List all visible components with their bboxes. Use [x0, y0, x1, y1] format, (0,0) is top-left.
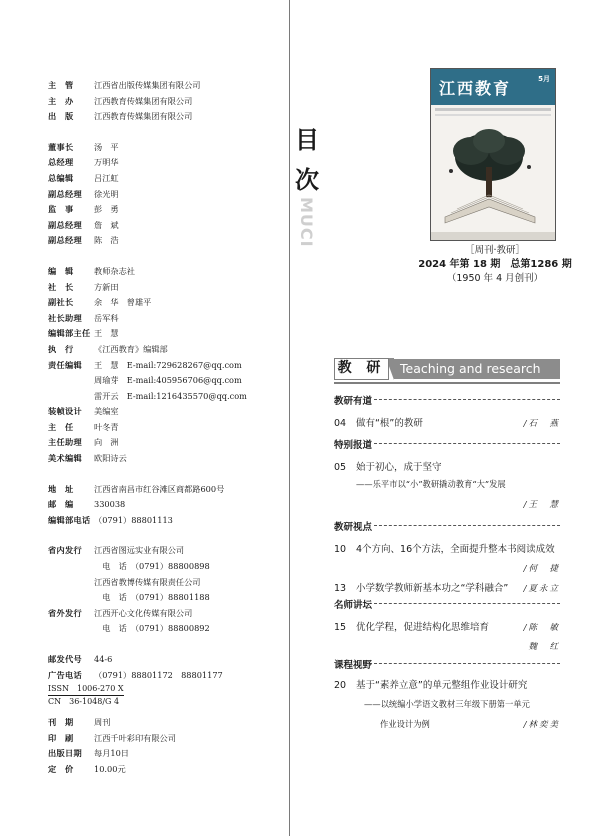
article-title: 优化学程，促进结构化思维培育	[356, 622, 490, 633]
article-author: /王 慧	[523, 500, 560, 510]
issue-info	[400, 244, 590, 286]
masthead-value: 吕江虹	[94, 172, 119, 183]
masthead-label: 地 址	[48, 483, 74, 494]
masthead-row	[48, 373, 288, 389]
masthead-value: 江西教育传媒集团有限公司	[94, 95, 193, 106]
masthead-label: 出 版	[48, 111, 74, 122]
masthead-label: 社长助理	[48, 312, 82, 323]
masthead-value: 江西省图远实业有限公司	[94, 545, 185, 556]
article-title: 4个方向、16个方法，全面提升整本书阅读成效	[356, 544, 555, 555]
masthead-group-publisher	[48, 78, 288, 125]
masthead-group-editorial	[48, 264, 288, 467]
masthead-label: 总编辑	[48, 172, 74, 183]
masthead-row	[48, 652, 288, 668]
masthead-value: 44-6	[94, 654, 113, 664]
masthead-label: 美术编辑	[48, 453, 82, 464]
masthead-label: 编辑部主任	[48, 328, 91, 339]
masthead-value: 雷开云 E-mail:1216435570@qq.com	[94, 390, 247, 401]
masthead-label	[48, 559, 94, 575]
masthead-row	[48, 482, 288, 498]
masthead-row	[48, 155, 288, 171]
masthead-value: 徐光明	[94, 188, 119, 199]
cover-tree-book-illustration	[431, 121, 555, 233]
issue-founded: （1950 年 4 月创刊）	[446, 273, 544, 284]
masthead-row	[48, 295, 288, 311]
masthead-label	[48, 621, 94, 637]
issue-type: ［周刊·教研］	[464, 245, 526, 256]
category-heading: 教研有道	[334, 392, 560, 407]
masthead-label: 邮发代号	[48, 654, 82, 664]
page-divider	[289, 0, 290, 836]
masthead-value: 《江西教育》编辑部	[94, 343, 168, 354]
masthead-label: 社 长	[48, 281, 74, 292]
masthead-label: 装帧设计	[48, 406, 82, 417]
page-number: 04	[334, 418, 347, 429]
masthead-value: 美编室	[94, 406, 119, 417]
category-heading: 名师讲坛	[334, 596, 560, 611]
masthead	[48, 78, 288, 778]
masthead-value: 电 话 （0791）88800892	[94, 623, 210, 634]
masthead-value: 每月10日	[94, 748, 129, 759]
masthead-row	[48, 202, 288, 218]
masthead-value: 王 慧 E-mail:729628267@qq.com	[94, 359, 242, 370]
article-subtitle-cont: 作业设计为例	[380, 719, 430, 729]
masthead-value: 周刊	[94, 717, 111, 728]
masthead-value: 彭 勇	[94, 204, 119, 215]
toc-title-ci: 次	[295, 166, 319, 194]
section-title-zh: 教 研	[334, 358, 389, 380]
masthead-row	[48, 621, 288, 637]
masthead-value: 江西开心文化传媒有限公司	[94, 607, 193, 618]
masthead-label: 主 办	[48, 95, 74, 106]
masthead-label	[48, 590, 94, 606]
masthead-label: 执 行	[48, 343, 74, 354]
article-subtitle: ——乐平市以“小”教研撬动教育“大”发展	[356, 479, 506, 489]
masthead-label: 主 管	[48, 80, 74, 90]
masthead-value: 欧阳诗云	[94, 453, 127, 464]
masthead-row	[48, 389, 288, 405]
masthead-label: 副总经理	[48, 235, 82, 246]
masthead-label	[48, 373, 94, 389]
cn-number: CN 36-1048/G 4	[48, 697, 120, 707]
magazine-cover	[430, 68, 556, 241]
masthead-row	[48, 264, 288, 280]
toc-entry[interactable]	[334, 619, 560, 634]
page-number: 13	[334, 583, 347, 594]
article-author: /陈 敏	[523, 623, 560, 633]
page-number: 15	[334, 622, 347, 633]
toc-entry[interactable]	[334, 541, 560, 556]
article-author-second: 魏 红	[528, 642, 560, 652]
masthead-group-board	[48, 140, 288, 249]
masthead-label	[48, 575, 94, 591]
masthead-row	[48, 451, 288, 467]
masthead-row	[48, 171, 288, 187]
masthead-row	[48, 342, 288, 358]
masthead-value: 方新田	[94, 281, 119, 292]
article-title: 小学数学教师新基本功之“学科融合”	[356, 583, 509, 594]
masthead-label: 编辑部电话	[48, 514, 91, 525]
issue-number: 2024 年第 18 期 总第1286 期	[418, 259, 572, 270]
masthead-label: 省外发行	[48, 607, 82, 618]
cover-footer	[431, 232, 555, 240]
category-heading: 课程视野	[334, 656, 560, 671]
masthead-value: （0791）88801172 88801177	[94, 669, 223, 680]
toc-entry[interactable]	[334, 459, 560, 474]
issn-number: ISSN 1006-270 X	[48, 683, 124, 696]
masthead-row	[48, 590, 288, 606]
cover-strip	[435, 108, 551, 111]
masthead-label: 广告电话	[48, 669, 82, 680]
masthead-label	[48, 389, 94, 405]
masthead-label: 刊 期	[48, 717, 74, 728]
masthead-value: 汤 平	[94, 141, 119, 152]
section-title-en: Teaching and research	[394, 359, 560, 379]
masthead-row	[48, 404, 288, 420]
masthead-label: 董事长	[48, 141, 74, 152]
masthead-value: 江西省出版传媒集团有限公司	[94, 80, 201, 90]
category-heading: 特别报道	[334, 436, 560, 451]
masthead-value: 江西教育传媒集团有限公司	[94, 111, 193, 122]
cover-strip-2	[435, 114, 551, 116]
page-number: 20	[334, 680, 347, 691]
article-author: /林奕美	[523, 720, 560, 730]
article-subtitle: ——以统编小学语文教材三年级下册第一单元	[364, 699, 530, 709]
masthead-value: 余 华 曾雄平	[94, 297, 152, 308]
masthead-row	[48, 668, 288, 684]
masthead-row	[48, 233, 288, 249]
masthead-row	[48, 358, 288, 374]
masthead-row	[48, 280, 288, 296]
page-number: 10	[334, 544, 347, 555]
masthead-row	[48, 559, 288, 575]
cover-month: 5月	[538, 75, 550, 83]
masthead-value: 江西省教博传媒有限责任公司	[94, 576, 201, 587]
masthead-value: 岳军科	[94, 312, 119, 323]
masthead-row	[48, 218, 288, 234]
masthead-label: 编 辑	[48, 265, 74, 276]
masthead-row	[48, 435, 288, 451]
masthead-row	[48, 78, 288, 94]
masthead-label: 定 价	[48, 763, 74, 774]
masthead-value: 10.00元	[94, 763, 126, 774]
masthead-label: 印 刷	[48, 732, 74, 743]
masthead-value: 330038	[94, 499, 126, 510]
masthead-label: 邮 编	[48, 499, 74, 510]
section-banner	[334, 358, 560, 380]
masthead-value: 江西省南昌市红谷滩区商都路600号	[94, 483, 225, 494]
category-heading: 教研视点	[334, 518, 560, 533]
masthead-row	[48, 762, 288, 778]
masthead-row	[48, 715, 288, 731]
masthead-row	[48, 326, 288, 342]
masthead-label: 责任编辑	[48, 359, 82, 370]
article-author: /石 燕	[523, 419, 560, 429]
cover-title: 江西教育	[439, 79, 512, 98]
toc-title-mu: 目	[295, 126, 319, 154]
article-title: 基于“素养立意”的单元整组作业设计研究	[356, 680, 528, 691]
masthead-label: 副总经理	[48, 219, 82, 230]
issn-block	[48, 683, 288, 707]
masthead-label: 副总经理	[48, 188, 82, 199]
masthead-row	[48, 109, 288, 125]
masthead-group-print	[48, 715, 288, 777]
article-title: 始于初心，成于坚守	[356, 462, 442, 473]
masthead-row	[48, 606, 288, 622]
masthead-label: 出版日期	[48, 748, 82, 759]
toc-entry[interactable]	[334, 580, 560, 595]
masthead-value: 王 慧	[94, 328, 119, 339]
masthead-label: 监 事	[48, 204, 74, 215]
masthead-row	[48, 543, 288, 559]
masthead-row	[48, 420, 288, 436]
masthead-label: 主任助理	[48, 437, 82, 448]
toc-entry[interactable]	[334, 677, 560, 692]
toc-title-pinyin: MUCI	[297, 197, 316, 248]
toc-entry[interactable]	[334, 415, 560, 430]
article-author: /夏永立	[523, 584, 560, 594]
masthead-value: 詹 斌	[94, 219, 119, 230]
masthead-value: 向 洲	[94, 437, 119, 448]
masthead-value: 万明华	[94, 157, 119, 168]
masthead-row	[48, 731, 288, 747]
masthead-label: 主 任	[48, 421, 74, 432]
masthead-label: 省内发行	[48, 545, 82, 556]
masthead-row	[48, 94, 288, 110]
masthead-label: 副社长	[48, 297, 74, 308]
masthead-group-postal	[48, 652, 288, 683]
masthead-value: （0791）88801113	[94, 514, 173, 525]
masthead-value: 周瑜芽 E-mail:405956706@qq.com	[94, 375, 242, 386]
masthead-row	[48, 513, 288, 529]
table-of-contents	[334, 392, 560, 730]
masthead-value: 叶冬青	[94, 421, 119, 432]
masthead-row	[48, 140, 288, 156]
masthead-row	[48, 497, 288, 513]
masthead-row	[48, 311, 288, 327]
banner-underline	[334, 382, 560, 384]
masthead-row	[48, 187, 288, 203]
article-author: /何 捷	[523, 564, 560, 574]
masthead-value: 电 话 （0791）88801188	[94, 592, 210, 603]
masthead-row	[48, 746, 288, 762]
masthead-label: 总经理	[48, 157, 74, 168]
masthead-value: 教师杂志社	[94, 265, 135, 276]
masthead-row	[48, 575, 288, 591]
page-number: 05	[334, 462, 347, 473]
masthead-value: 陈 浩	[94, 235, 119, 246]
masthead-group-distribution	[48, 543, 288, 637]
masthead-value: 电 话 （0791）88800898	[94, 561, 210, 572]
masthead-value: 江西千叶彩印有限公司	[94, 732, 176, 743]
article-title: 做有“根”的教研	[356, 418, 423, 429]
masthead-group-address	[48, 482, 288, 529]
